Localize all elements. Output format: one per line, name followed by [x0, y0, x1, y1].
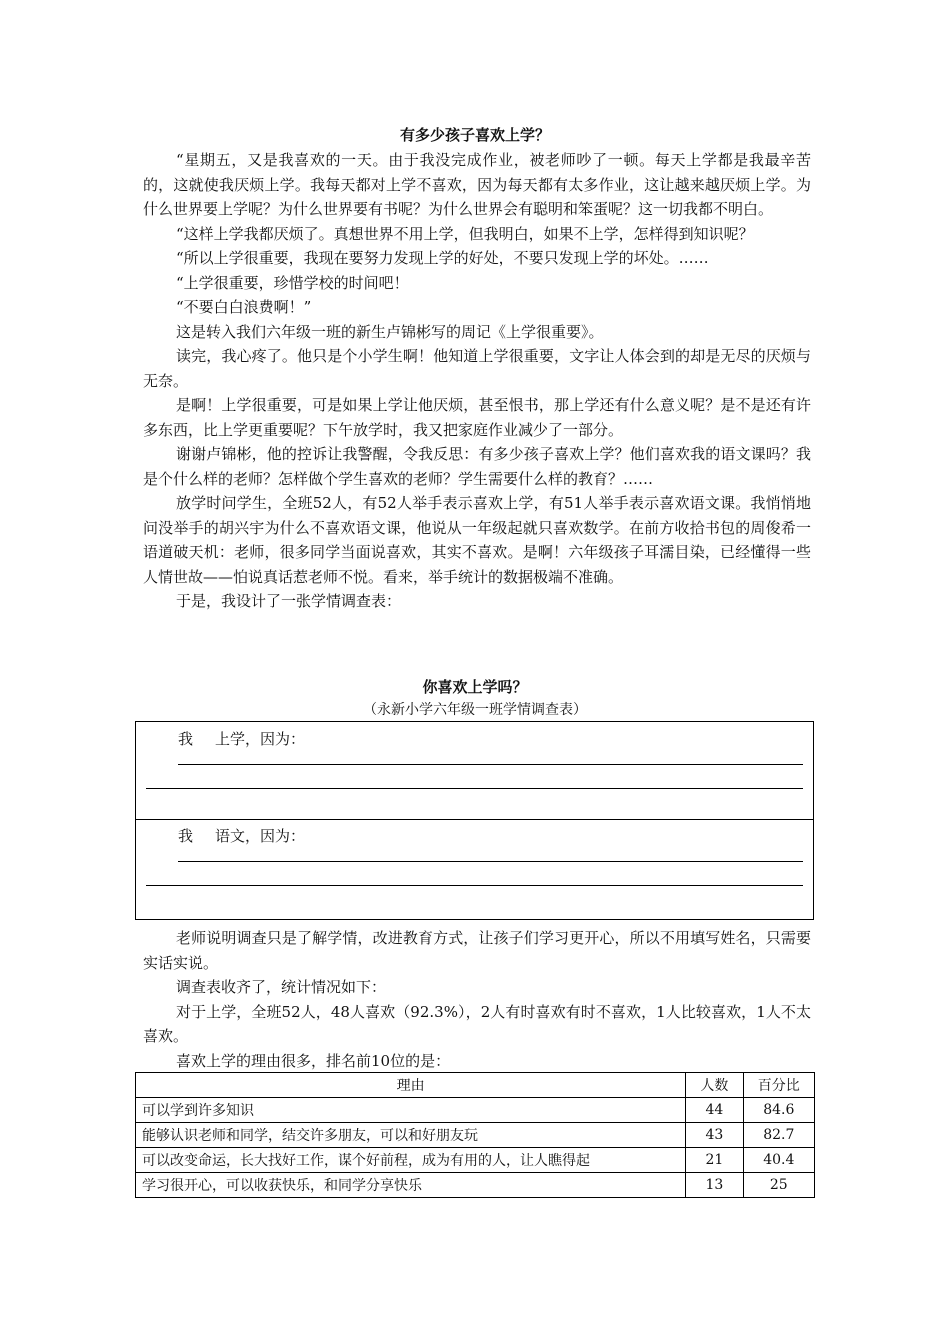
table-row — [136, 1123, 815, 1148]
paragraph: “这样上学我都厌烦了。真想世界不用上学，但我明白，如果不上学，怎样得到知识呢？ — [176, 224, 754, 243]
count-cell: 13 — [686, 1173, 743, 1198]
question-prefix: 我 — [178, 730, 194, 748]
paragraph: 老师说明调查只是了解学情，改进教育方式，让孩子们学习更开心，所以不用填写姓名，只需要实话实说。 — [143, 929, 811, 972]
paragraph: “星期五，又是我喜欢的一天。由于我没完成作业，被老师吵了一顿。每天上学都是我最辛苦的，这就使我厌烦上学。我每天都对上学不喜欢，因为每天都有太多作业，这让越来越厌烦上学。为什么世界要上学呢？为什么世界要有书呢？为什么世界会有聪明和笨蛋呢？这一切我都不明白。 — [143, 151, 811, 218]
article-title: 有多少孩子喜欢上学？ — [399, 126, 550, 144]
article-body — [143, 148, 811, 614]
survey-subtitle: （永新小学六年级一班学情调查表） — [363, 702, 587, 718]
paragraph: 对于上学，全班52人，48人喜欢（92.3%），2人有时喜欢有时不喜欢，1人比较喜欢，1人不太喜欢。 — [143, 1002, 811, 1045]
percent-cell: 84.6 — [743, 1098, 814, 1123]
paragraph: 这是转入我们六年级一班的新生卢锦彬写的周记《上学很重要》。 — [176, 322, 604, 341]
answer-line[interactable] — [146, 788, 803, 789]
survey-form — [135, 721, 814, 920]
reason-cell: 可以学到许多知识 — [136, 1098, 686, 1123]
paragraph: 谢谢卢锦彬，他的控诉让我警醒，令我反思：有多少孩子喜欢上学？他们喜欢我的语文课吗？我是个什么样的老师？怎样做个学生喜欢的老师？学生需要什么样的教育？…… — [143, 445, 811, 488]
count-cell: 44 — [686, 1098, 743, 1123]
reason-cell: 能够认识老师和同学，结交许多朋友，可以和好朋友玩 — [136, 1123, 686, 1148]
reason-cell: 学习很开心，可以收获快乐，和同学分享快乐 — [136, 1173, 686, 1198]
paragraph: 放学时问学生，全班52人，有52人举手表示喜欢上学，有51人举手表示喜欢语文课。我悄悄地问没举手的胡兴宇为什么不喜欢语文课，他说从一年级起就只喜欢数学。在前方收拾书包的周俊希一语道破天机：老师，很多同学当面说喜欢，其实不喜欢。是啊！六年级孩子耳濡目染，已经懂得一些人情世故——怕说真话惹老师不悦。看来，举手统计的数据极端不准确。 — [143, 494, 811, 586]
answer-line[interactable] — [178, 764, 803, 765]
percent-cell: 40.4 — [743, 1148, 814, 1173]
survey-question-chinese — [136, 819, 813, 919]
percent-cell: 82.7 — [743, 1123, 814, 1148]
paragraph: 读完，我心疼了。他只是个小学生啊！他知道上学很重要，文字让人体会到的却是无尽的厌烦与无奈。 — [143, 347, 811, 390]
paragraph: “不要白白浪费啊！” — [176, 298, 312, 316]
paragraph: “所以上学很重要，我现在要努力发现上学的好处，不要只发现上学的坏处。…… — [176, 249, 709, 267]
header-count: 人数 — [686, 1073, 743, 1098]
paragraph: 喜欢上学的理由很多，排名前10位的是： — [176, 1051, 451, 1070]
question-label — [178, 728, 305, 749]
answer-line[interactable] — [146, 885, 803, 886]
header-reason: 理由 — [136, 1073, 686, 1098]
paragraph: 是啊！上学很重要，可是如果上学让他厌烦，甚至恨书，那上学还有什么意义呢？是不是还有许多东西，比上学更重要呢？下午放学时，我又把家庭作业减少了一部分。 — [143, 396, 811, 439]
percent-cell: 25 — [743, 1173, 814, 1198]
paragraph: “上学很重要，珍惜学校的时间吧！ — [176, 273, 409, 292]
header-percent: 百分比 — [743, 1073, 814, 1098]
reason-cell: 可以改变命运，长大找好工作，谋个好前程，成为有用的人，让人瞧得起 — [136, 1148, 686, 1173]
question-prefix: 我 — [178, 827, 194, 845]
survey-question-school — [136, 722, 813, 820]
results-body — [143, 926, 811, 1073]
question-label — [178, 825, 305, 846]
table-header-row — [136, 1073, 815, 1098]
question-suffix: 上学，因为： — [215, 730, 306, 748]
paragraph: 于是，我设计了一张学情调查表： — [176, 592, 402, 610]
table-row — [136, 1098, 815, 1123]
table-row — [136, 1173, 815, 1198]
count-cell: 43 — [686, 1123, 743, 1148]
reasons-table — [135, 1072, 815, 1198]
table-row — [136, 1148, 815, 1173]
question-suffix: 语文，因为： — [215, 827, 306, 845]
answer-line[interactable] — [178, 861, 803, 862]
survey-title: 你喜欢上学吗？ — [422, 678, 528, 696]
paragraph: 调查表收齐了，统计情况如下： — [176, 978, 387, 996]
count-cell: 21 — [686, 1148, 743, 1173]
